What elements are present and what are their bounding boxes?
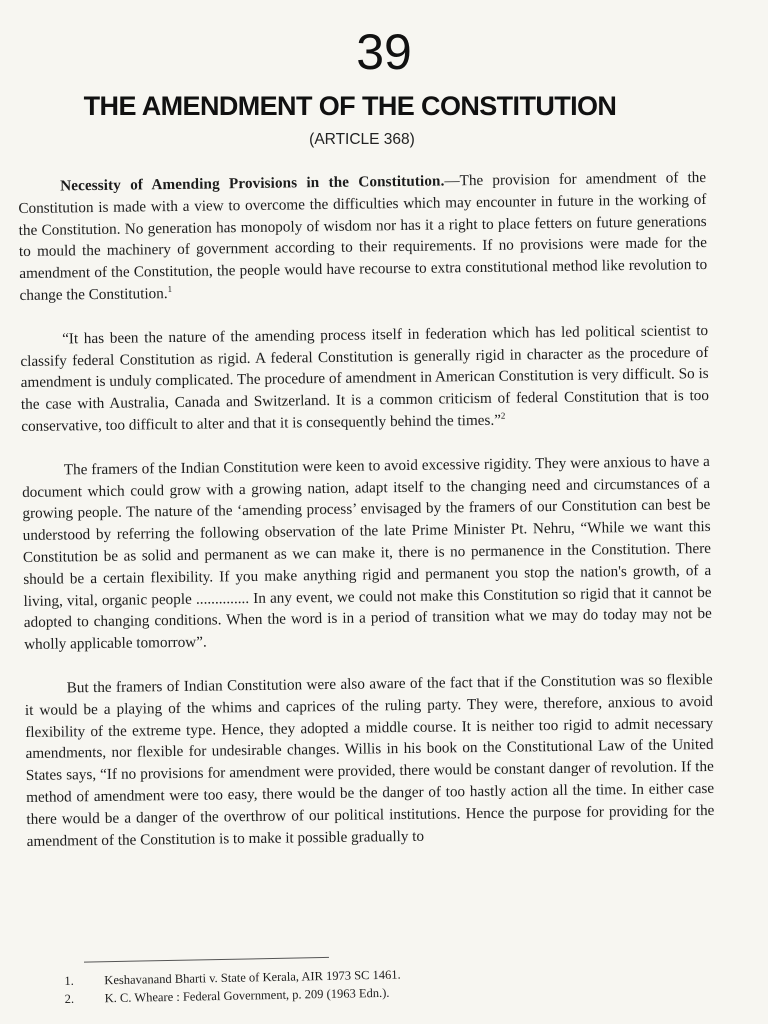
paragraph-lead-heading: Necessity of Amending Provisions in the Constitution. <box>60 172 445 195</box>
chapter-number: 39 <box>356 24 412 80</box>
paragraph-framers-flexibility <box>25 669 715 852</box>
paragraph-necessity <box>18 167 708 307</box>
footnote-number: 1. <box>64 973 74 988</box>
paragraph-text: “It has been the nature of the amending process itself in federation which has led political scientist to classify federal Constitution as rigid. A federal Constitution is generally rigid in character as the procedure of amendment is unduly complicated. The procedure of amendment in American Constitution is very difficult. So is the case with Australia, Canada and Switzerland. It is a common criticism of federal Constitution that is too conservative, too difficult to alter and that it is consequently behind the times.” <box>20 321 710 435</box>
chapter-title: THE AMENDMENT OF THE CONSTITUTION <box>83 91 617 121</box>
paragraph-framers-rigidity <box>22 451 713 656</box>
footnote-text: Keshavanand Bharti v. State of Kerala, AIR 1973 SC 1461. <box>104 967 401 988</box>
paragraph-text: But the framers of Indian Constitution were also aware of the fact that if the Constitution was so flexible it would be a playing of the whims and caprices of the ruling party. They were, therefore, anxious to avoid flexibility of the extreme type. Hence, they adopted a middle course. It is neither too rigid to admit necessary amendments, nor flexible for undesirable changes. Willis in his book on the Constitutional Law of the United States says, “If no provisions for amendment were provided, there would be constant danger of revolution. If the method of amendment were too easy, there would be the danger of too hastly action all the time. In either case there would be a danger of the overthrow of our political institutions. Hence the purpose for providing for the amendment of the Constitution is to make it possible gradually to <box>24 670 715 850</box>
footnote-divider <box>84 957 329 963</box>
footnotes <box>64 949 725 1008</box>
paragraph-federal-rigidity <box>20 320 709 438</box>
paragraph-text: —The provision for amendment of the Constitution is made with a view to overcome the difficulties which may encounter in future in the working of the Constitution. No generation has monopoly of wisdom nor has it a right to place fetters on future generations to mould the machinery of government according to their requirements. If no provisions were made for the amendment of the Constitution, the people would have recourse to extra constitutional method like revolution to change the Constitution. <box>18 168 708 304</box>
footnote-text: K. C. Wheare : Federal Government, p. 209 (1963 Edn.). <box>104 985 390 1006</box>
body-text <box>18 167 715 874</box>
footnote-reference: 2 <box>500 410 506 421</box>
footnote-reference: 1 <box>167 283 173 294</box>
footnote-number: 2. <box>64 991 75 1006</box>
chapter-subtitle: (ARTICLE 368) <box>309 131 415 148</box>
paragraph-text: The framers of the Indian Constitution were keen to avoid excessive rigidity. They were anxious to have a document which could grow with a growing nation, adapt itself to the changing need and circumstances of a growing people. The nature of the ‘amending process’ envisaged by the framers of our Constitution can best be understood by referring the following observation of the late Prime Minister Pt. Nehru, “While we want this Constitution be as solid and permanent as we can make it, there is no permanence in the Constitution. There should be a certain flexibility. If you make anything rigid and permanent you stop the nation's growth, of a living, vital, organic people .............. In any event, we could not make this Constitution so rigid that it cannot be adopted to changing conditions. When the word is in a period of transition what we may do today may not be wholly applicable tomorrow”. <box>22 452 712 654</box>
